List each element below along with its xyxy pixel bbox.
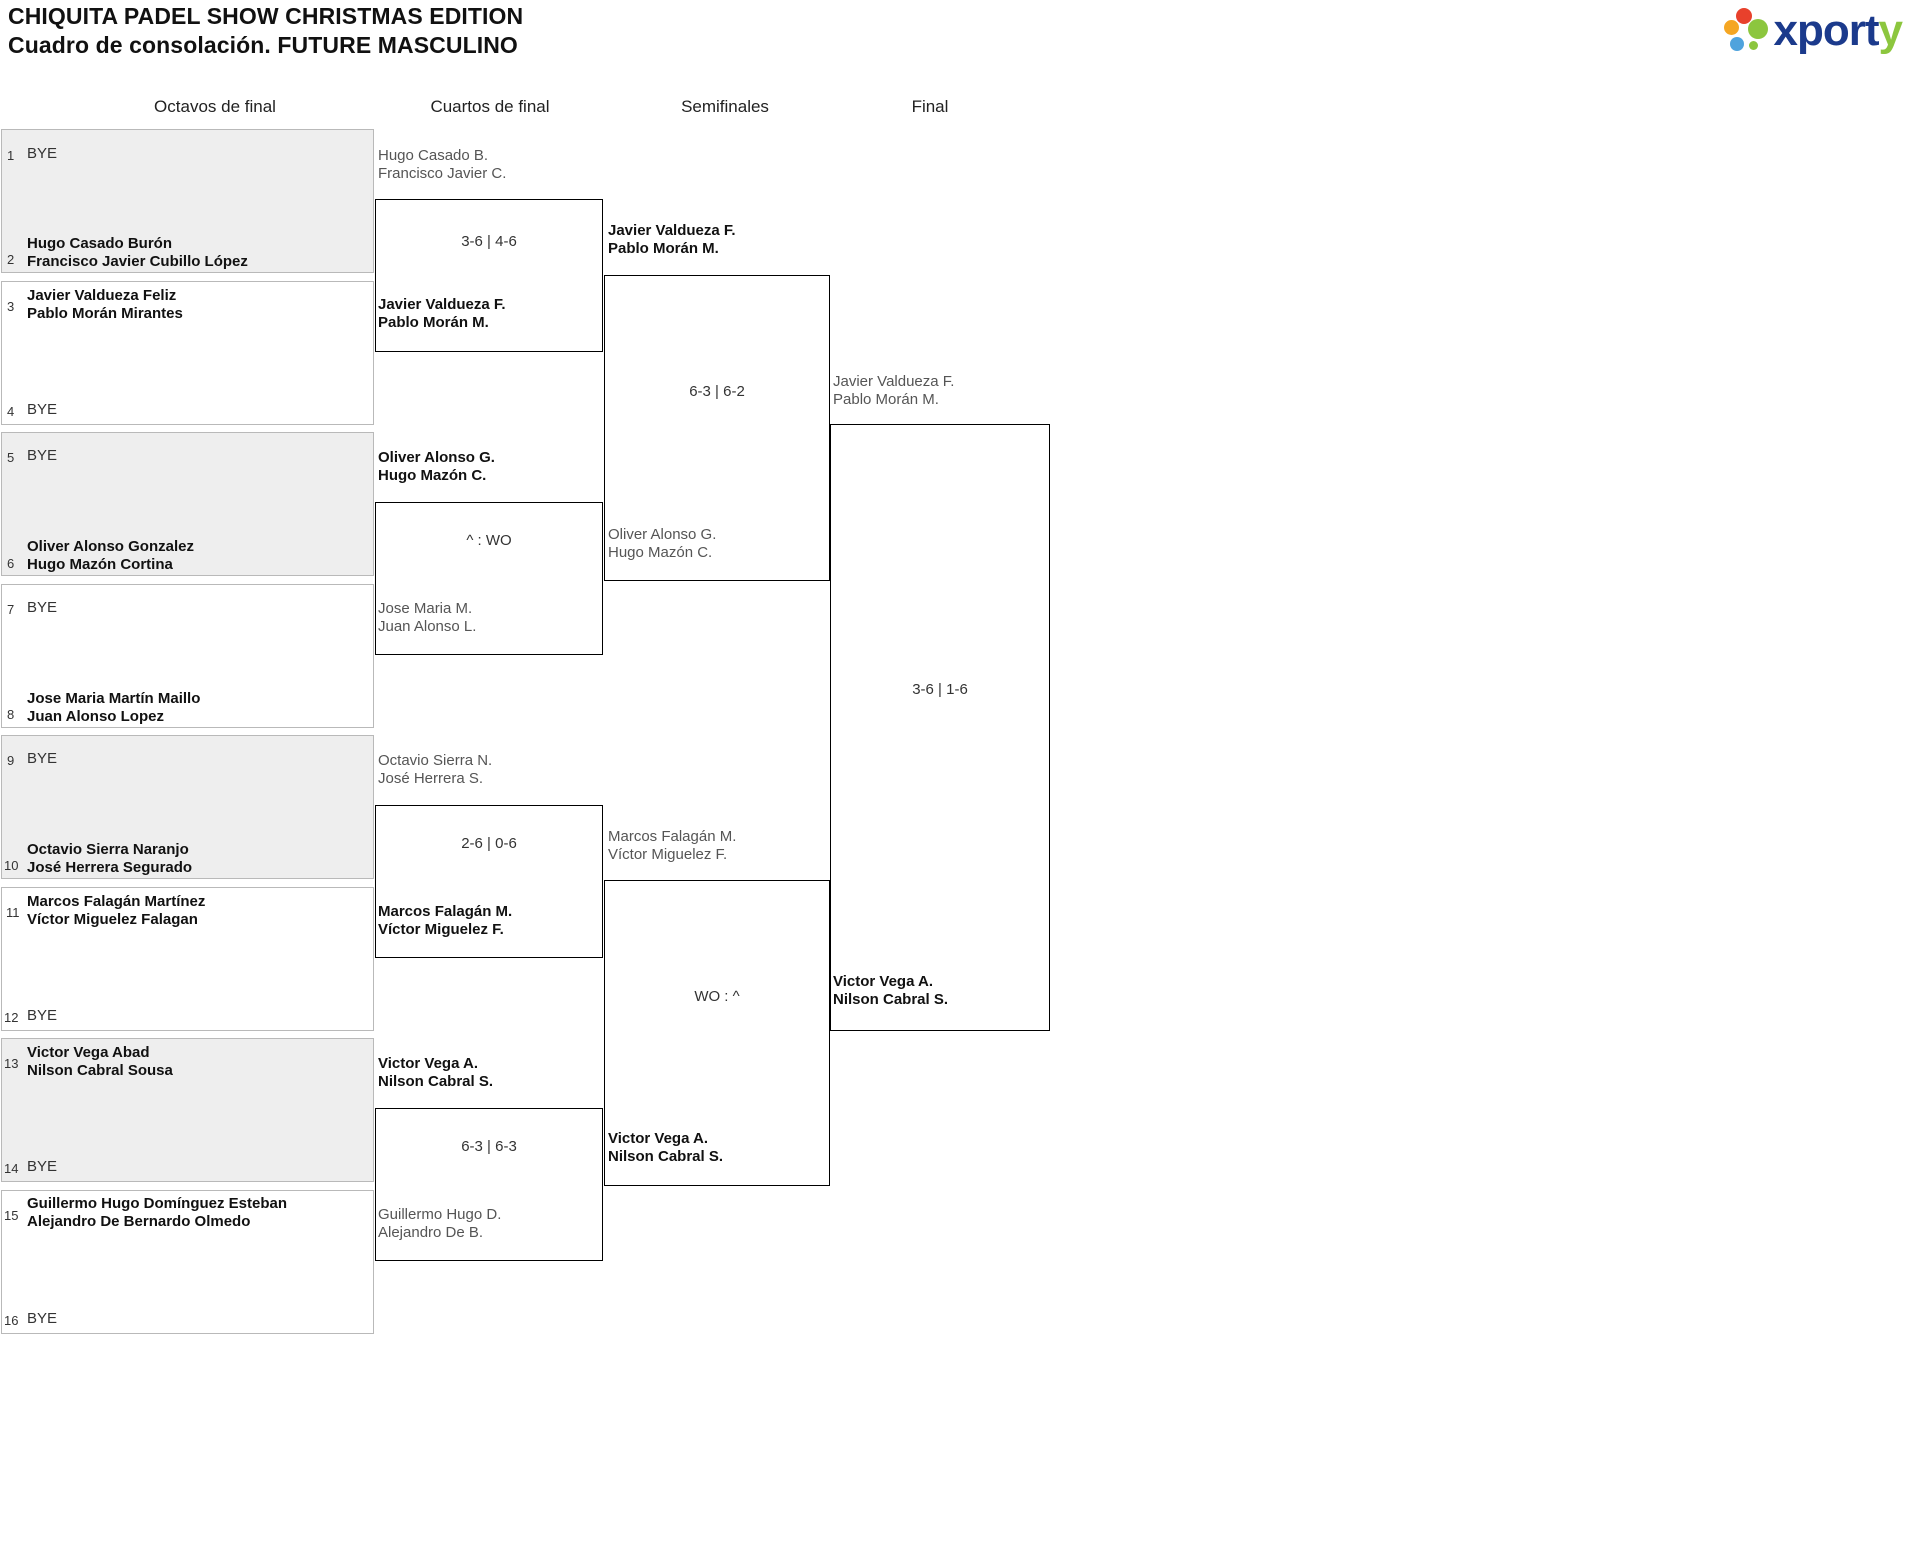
logo-wordmark-main: xport <box>1773 6 1879 55</box>
seed-team-line2: Víctor Miguelez Falagan <box>27 911 198 929</box>
final-team-top-line2: Pablo Morán M. <box>833 391 939 409</box>
tournament-title: CHIQUITA PADEL SHOW CHRISTMAS EDITION <box>8 3 524 29</box>
seed-team-line1: Jose Maria Martín Maillo <box>27 690 201 707</box>
qf-team-bottom-line1: Javier Valdueza F. <box>378 296 506 313</box>
seed-number: 14 <box>4 1161 19 1176</box>
seed-team <box>27 841 192 878</box>
qf-team-top <box>378 449 495 486</box>
seed-number: 10 <box>4 858 19 873</box>
qf-team-bottom-line2: Víctor Miguelez F. <box>378 921 504 939</box>
logo-dots-icon <box>1722 8 1768 54</box>
logo-wordmark-accent: y <box>1878 6 1902 55</box>
qf-score: 2-6 | 0-6 <box>461 835 517 852</box>
seed-number: 9 <box>7 753 15 768</box>
seed-bye-label: BYE <box>27 447 58 464</box>
seed-team <box>27 538 194 575</box>
qf-team-top-line2: Hugo Mazón C. <box>378 467 487 485</box>
round-header-octavos: Octavos de final <box>154 97 276 116</box>
seed-team <box>27 893 205 930</box>
seed-number: 11 <box>6 905 20 920</box>
final-team-bottom-line1: Victor Vega A. <box>833 973 934 990</box>
seed-team-line1: Oliver Alonso Gonzalez <box>27 538 194 555</box>
seed-bye-label: BYE <box>27 1007 58 1024</box>
seed-bye-label: BYE <box>27 1310 58 1327</box>
sf-team-top <box>608 222 736 259</box>
qf-team-top-line2: Nilson Cabral S. <box>378 1073 494 1091</box>
seed-team-line2: Alejandro De Bernardo Olmedo <box>27 1213 251 1231</box>
seed-number: 2 <box>7 252 15 267</box>
qf-team-top-line1: Hugo Casado B. <box>378 147 489 164</box>
final-team-bottom-line2: Nilson Cabral S. <box>833 991 949 1009</box>
final-team-bottom <box>833 973 948 1010</box>
seed-team-line2: Juan Alonso Lopez <box>27 708 164 726</box>
round-header-final: Final <box>911 97 949 116</box>
final-match-box <box>830 424 1050 1031</box>
qf-team-top-line1: Victor Vega A. <box>378 1055 479 1072</box>
seed-number: 13 <box>4 1056 19 1071</box>
seed-team <box>27 1195 287 1232</box>
qf-team-bottom-line2: Pablo Morán M. <box>378 314 489 332</box>
qf-team-bottom-line1: Marcos Falagán M. <box>378 903 513 920</box>
sf-team-top-line1: Javier Valdueza F. <box>608 222 736 239</box>
round-header-cuartos: Cuartos de final <box>430 97 550 116</box>
qf-team-bottom <box>378 1206 501 1243</box>
seed-number: 5 <box>7 450 15 465</box>
seed-team-line2: Pablo Morán Mirantes <box>27 305 183 323</box>
final-team-top <box>833 373 954 410</box>
seed-bye-label: BYE <box>27 401 58 418</box>
seed-bye-label: BYE <box>27 1158 58 1175</box>
qf-score: 6-3 | 6-3 <box>461 1138 517 1155</box>
qf-team-top-line2: Francisco Javier C. <box>378 165 507 183</box>
sf-team-bottom-line2: Hugo Mazón C. <box>608 544 713 562</box>
seed-number: 1 <box>7 148 15 163</box>
sf-score: 6-3 | 6-2 <box>689 383 745 400</box>
seed-number: 6 <box>7 556 15 571</box>
qf-score: 3-6 | 4-6 <box>461 233 517 250</box>
seed-team-line1: Guillermo Hugo Domínguez Esteban <box>27 1195 288 1212</box>
qf-team-top-line1: Oliver Alonso G. <box>378 449 495 466</box>
seed-team-line2: Francisco Javier Cubillo López <box>27 253 248 271</box>
sf-team-bottom <box>608 526 716 563</box>
round-header-semifinales: Semifinales <box>681 97 769 116</box>
qf-team-bottom-line1: Jose Maria M. <box>378 600 473 617</box>
seed-team <box>27 287 183 324</box>
seed-number: 3 <box>7 299 15 314</box>
qf-team-top-line1: Octavio Sierra N. <box>378 752 493 769</box>
seed-number: 16 <box>4 1313 19 1328</box>
seed-team-line1: Hugo Casado Burón <box>27 235 172 252</box>
seed-team-line1: Octavio Sierra Naranjo <box>27 841 189 858</box>
qf-team-bottom <box>378 903 512 940</box>
xporty-logo <box>1722 8 1902 54</box>
sf-team-bottom <box>608 1130 723 1167</box>
sf-team-bottom-line2: Nilson Cabral S. <box>608 1148 724 1166</box>
sf-score: WO : ^ <box>694 988 740 1005</box>
seed-number: 4 <box>7 404 15 419</box>
sf-team-top-line2: Víctor Miguelez F. <box>608 846 728 864</box>
sf-team-bottom-line1: Victor Vega A. <box>608 1130 709 1147</box>
seed-number: 15 <box>4 1208 19 1223</box>
seed-number: 12 <box>4 1010 19 1025</box>
seed-team-line2: Nilson Cabral Sousa <box>27 1062 173 1080</box>
qf-team-bottom-line2: Alejandro De B. <box>378 1224 484 1242</box>
seed-team-line2: José Herrera Segurado <box>27 859 193 877</box>
seed-team <box>27 1044 173 1081</box>
logo-wordmark <box>1773 6 1902 55</box>
seed-number: 7 <box>7 602 15 617</box>
qf-score: ^ : WO <box>466 532 512 549</box>
qf-team-bottom <box>378 296 506 333</box>
qf-team-top <box>378 752 492 789</box>
qf-team-bottom-line1: Guillermo Hugo D. <box>378 1206 502 1223</box>
sf-team-top <box>608 828 736 865</box>
seed-team <box>27 235 248 272</box>
qf-team-bottom <box>378 600 476 637</box>
sf-team-top-line1: Marcos Falagán M. <box>608 828 737 845</box>
seed-bye-label: BYE <box>27 750 58 767</box>
qf-team-top <box>378 1055 493 1092</box>
final-team-top-line1: Javier Valdueza F. <box>833 373 955 390</box>
seed-team <box>27 690 200 727</box>
bracket-subtitle: Cuadro de consolación. FUTURE MASCULINO <box>8 31 518 58</box>
seed-team-line1: Marcos Falagán Martínez <box>27 893 206 910</box>
sf-team-bottom-line1: Oliver Alonso G. <box>608 526 717 543</box>
qf-team-top <box>378 147 506 184</box>
seed-bye-label: BYE <box>27 145 58 162</box>
seed-number: 8 <box>7 707 15 722</box>
qf-team-top-line2: José Herrera S. <box>378 770 484 788</box>
seed-team-line2: Hugo Mazón Cortina <box>27 556 173 574</box>
seed-team-line1: Victor Vega Abad <box>27 1044 150 1061</box>
page-title <box>8 2 523 60</box>
seed-bye-label: BYE <box>27 599 58 616</box>
final-score: 3-6 | 1-6 <box>912 681 968 698</box>
qf-team-bottom-line2: Juan Alonso L. <box>378 618 477 636</box>
seed-team-line1: Javier Valdueza Feliz <box>27 287 177 304</box>
sf-team-top-line2: Pablo Morán M. <box>608 240 719 258</box>
